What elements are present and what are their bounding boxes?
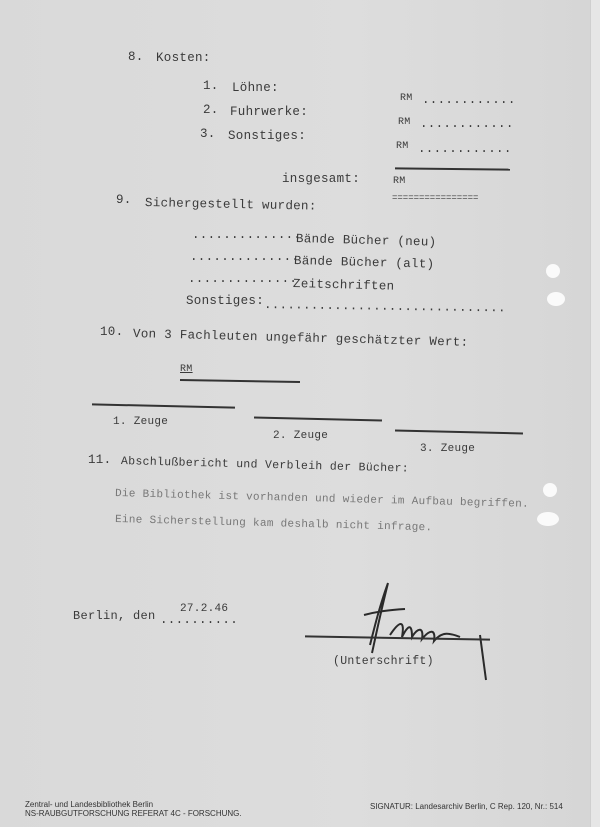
footer-department: NS-RAUBGUTFORSCHUNG REFERAT 4C - FORSCHUNG. (25, 809, 242, 818)
cost-2-currency: RM (398, 117, 411, 128)
section-11-title: Abschlußbericht und Verbleih der Bücher: (120, 455, 410, 476)
secured-3-label: Zeitschriften (292, 277, 395, 294)
punch-hole (537, 512, 559, 526)
punch-hole (543, 483, 557, 497)
handwritten-signature (350, 575, 500, 685)
footer-signature-ref: SIGNATUR: Landesarchiv Berlin, C Rep. 120, Nr.: 514 (370, 802, 563, 811)
section-10-title: Von 3 Fachleuten ungefähr geschätzter Wert: (132, 327, 469, 350)
witness-2-label: 2. Zeuge (273, 430, 329, 442)
secured-1-label: Bände Bücher (neu) (295, 232, 437, 250)
witness-3-line (395, 430, 523, 434)
section-10-number: 10. (100, 325, 124, 339)
section-9-title: Sichergestellt wurden: (144, 196, 317, 214)
place-label: Berlin, den (73, 609, 156, 623)
cost-3-currency: RM (396, 141, 409, 152)
report-line-1: Die Bibliothek ist vorhanden und wieder im Aufbau begriffen. (114, 488, 530, 511)
cost-2-number: 2. (203, 103, 219, 117)
cost-3-label: Sonstiges: (228, 129, 307, 143)
total-label: insgesamt: (282, 172, 361, 186)
cost-1-label: Löhne: (232, 81, 279, 95)
cost-3-number: 3. (200, 127, 216, 141)
value-line (180, 379, 300, 383)
secured-2-label: Bände Bücher (alt) (293, 254, 435, 272)
footer-institution: Zentral- und Landesbibliothek Berlin (25, 800, 154, 809)
date-value: 27.2.46 (180, 603, 229, 615)
cost-3-dots: ............ (418, 142, 512, 156)
section-8-title: Kosten: (156, 51, 211, 65)
date-dots: .......... (160, 613, 239, 627)
witness-2-line (254, 417, 382, 421)
report-line-2: Eine Sicherstellung kam deshalb nicht infrage. (114, 514, 433, 535)
cost-2-dots: ............ (420, 117, 514, 131)
section-11-number: 11. (88, 453, 112, 467)
total-double-rule: ================ (392, 193, 479, 203)
punch-hole (547, 292, 565, 306)
total-currency: RM (393, 176, 406, 187)
value-currency: RM (180, 364, 193, 375)
witness-3-label: 3. Zeuge (420, 443, 476, 455)
secured-1-dots: .............. (192, 228, 302, 242)
sum-underline (395, 167, 510, 170)
secured-other-dots: ............................... (263, 298, 506, 316)
witness-1-line (92, 403, 235, 408)
cost-1-currency: RM (400, 93, 413, 104)
cost-1-number: 1. (203, 79, 219, 93)
secured-2-dots: .............. (190, 250, 300, 264)
signature-label: (Unterschrift) (333, 655, 434, 668)
secured-other-label: Sonstiges: (186, 294, 265, 308)
cost-1-dots: ............ (422, 93, 516, 107)
witness-1-label: 1. Zeuge (113, 416, 169, 428)
secured-3-dots: .............. (188, 272, 298, 286)
section-9-number: 9. (116, 193, 132, 207)
punch-hole (546, 264, 560, 278)
section-8-number: 8. (128, 50, 144, 64)
cost-2-label: Fuhrwerke: (230, 105, 309, 119)
